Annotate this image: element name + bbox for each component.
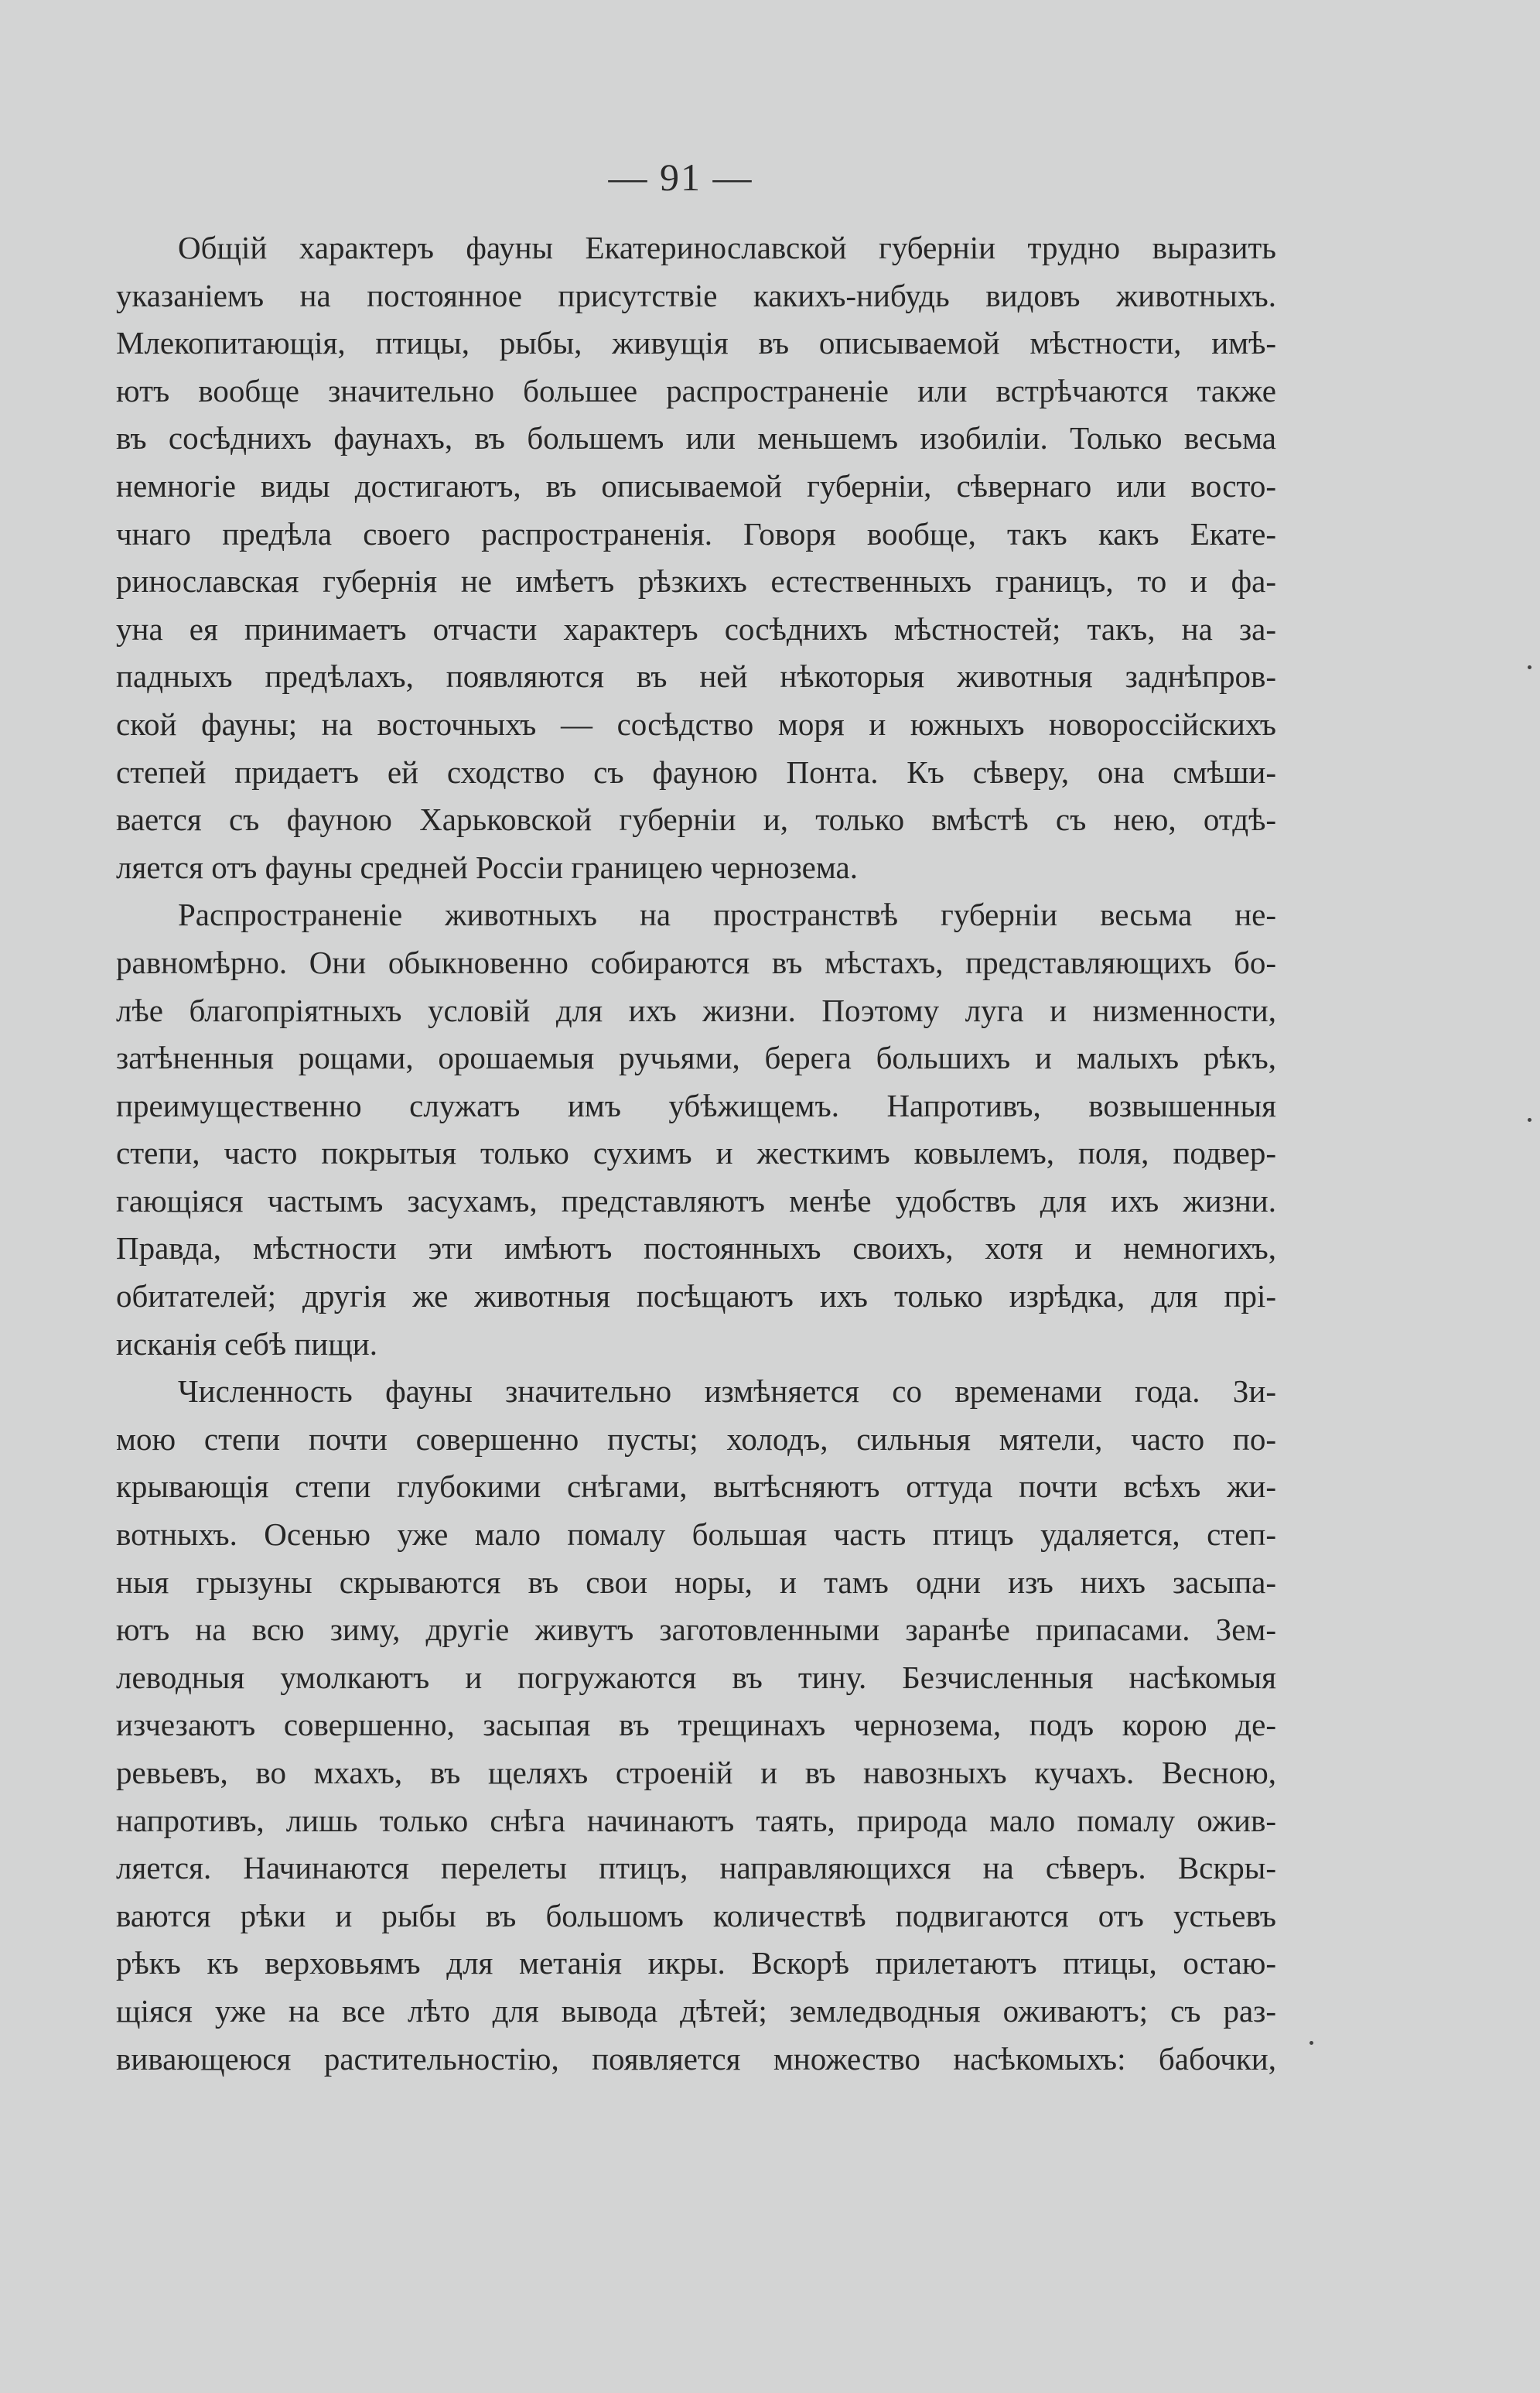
text-line: Млекопитающія, птицы, рыбы, живущія въ описываемой мѣстности, имѣ- xyxy=(116,325,1276,361)
text-line: преимущественно служатъ имъ убѣжищемъ. Напротивъ, возвышенныя xyxy=(116,1087,1276,1123)
text-line: ютъ вообще значительно большее распространеніе или встрѣчаются также xyxy=(116,372,1276,409)
text-line: Распространеніе животныхъ на пространствѣ губерніи весьма не- xyxy=(178,897,1276,933)
text-line: степей придаетъ ей сходство съ фауною Понта. Къ сѣверу, она смѣши- xyxy=(116,754,1276,790)
text-line: ныя грызуны скрываются въ свои норы, и тамъ одни изъ нихъ засыпа- xyxy=(116,1564,1276,1600)
text-line: обитателей; другія же животныя посѣщаютъ ихъ только изрѣдка, для прі- xyxy=(116,1278,1276,1314)
text-line: ляется. Начинаются перелеты птицъ, направляющихся на сѣверъ. Вскры- xyxy=(116,1850,1276,1886)
text-line: ревьевъ, во мхахъ, въ щеляхъ строеній и въ навозныхъ кучахъ. Весною, xyxy=(116,1755,1276,1790)
scan-speck xyxy=(1528,1118,1531,1122)
text-line: Общій характеръ фауны Екатеринославской губерніи трудно выразить xyxy=(178,230,1276,265)
text-line: уна ея принимаетъ отчасти характеръ сосѣднихъ мѣстностей; такъ, на за- xyxy=(116,610,1276,647)
text-line: рѣкъ къ верховьямъ для метанія икры. Вскорѣ прилетаютъ птицы, остаю- xyxy=(116,1945,1276,1981)
text-line: чнаго предѣла своего распространенія. Говоря вообще, такъ какъ Екате- xyxy=(116,515,1276,552)
text-line: крывающія степи глубокими снѣгами, вытѣсняютъ оттуда почти всѣхъ жи- xyxy=(116,1468,1276,1505)
text-line: Численность фауны значительно измѣняется со временами года. Зи- xyxy=(178,1373,1276,1410)
text-line: вивающеюся растительностію, появляется множество насѣкомыхъ: бабочки, xyxy=(116,2040,1276,2077)
text-line: изчезаютъ совершенно, засыпая въ трещинахъ чернозема, подъ корою де- xyxy=(116,1707,1276,1743)
page-number: — 91 — xyxy=(608,156,753,199)
text-line: ляется отъ фауны средней Россіи границею чернозема. xyxy=(116,849,858,885)
text-line: ваются рѣки и рыбы въ большомъ количествѣ подвигаются отъ устьевъ xyxy=(116,1897,1276,1933)
text-line: указаніемъ на постоянное присутствіе какихъ-нибудь видовъ животныхъ. xyxy=(116,277,1276,313)
scan-speck xyxy=(1310,2041,1313,2045)
text-line: затѣненныя рощами, орошаемыя ручьями, берега большихъ и малыхъ рѣкъ, xyxy=(116,1040,1276,1076)
text-line: ской фауны; на восточныхъ — сосѣдство моря и южныхъ новороссійскихъ xyxy=(116,706,1276,742)
text-line: лѣе благопріятныхъ условій для ихъ жизни. Поэтому луга и низменности, xyxy=(116,992,1276,1028)
text-line: степи, часто покрытыя только сухимъ и жесткимъ ковылемъ, поля, подвер- xyxy=(116,1135,1276,1171)
text-line: напротивъ, лишь только снѣга начинаютъ таять, природа мало помалу ожив- xyxy=(116,1802,1276,1838)
body-text xyxy=(116,224,1276,2083)
text-line: щіяся уже на все лѣто для вывода дѣтей; земледводныя оживаютъ; съ раз- xyxy=(116,1992,1276,2029)
text-line: леводныя умолкаютъ и погружаются въ тину. Безчисленныя насѣкомыя xyxy=(116,1659,1276,1695)
text-line: гающіяся частымъ засухамъ, представляютъ менѣе удобствъ для ихъ жизни. xyxy=(116,1182,1276,1219)
scan-speck xyxy=(1528,665,1531,669)
text-line: равномѣрно. Они обыкновенно собираются въ мѣстахъ, представляющихъ бо- xyxy=(116,944,1276,980)
text-line: ринославская губернія не имѣетъ рѣзкихъ естественныхъ границъ, то и фа- xyxy=(116,563,1276,600)
text-line: падныхъ предѣлахъ, появляются въ ней нѣкоторыя животныя заднѣпров- xyxy=(116,658,1276,695)
text-line: вается съ фауною Харьковской губерніи и, только вмѣстѣ съ нею, отдѣ- xyxy=(116,802,1276,838)
text-line: вотныхъ. Осенью уже мало помалу большая часть птицъ удаляется, степ- xyxy=(116,1516,1276,1553)
text-line: мою степи почти совершенно пусты; холодъ, сильныя мятели, часто по- xyxy=(116,1420,1276,1457)
text-line: въ сосѣднихъ фаунахъ, въ большемъ или меньшемъ изобиліи. Только весьма xyxy=(116,420,1276,456)
text-line: Правда, мѣстности эти имѣютъ постоянныхъ своихъ, хотя и немногихъ, xyxy=(116,1230,1276,1267)
text-line: исканія себѣ пищи. xyxy=(116,1325,377,1362)
text-line: ютъ на всю зиму, другіе живутъ заготовленными заранѣе припасами. Зем- xyxy=(116,1612,1276,1648)
text-line: немногіе виды достигаютъ, въ описываемой губерніи, сѣвернаго или восто- xyxy=(116,467,1276,504)
